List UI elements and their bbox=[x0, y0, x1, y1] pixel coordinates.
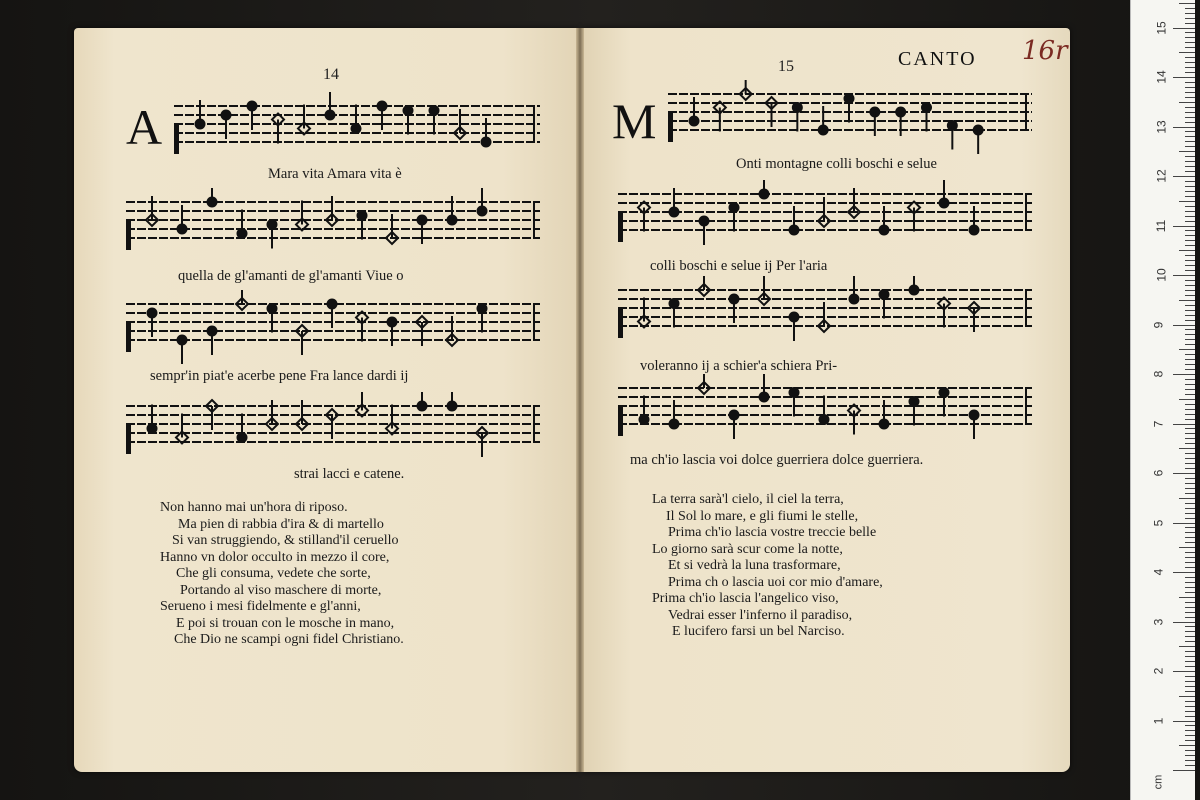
ruler-tick bbox=[1185, 428, 1195, 429]
ruler-tick bbox=[1173, 127, 1195, 128]
ruler-tick bbox=[1185, 141, 1195, 142]
verse-line: Vedrai esser l'inferno il paradiso, bbox=[668, 607, 853, 623]
ruler-tick bbox=[1185, 107, 1195, 108]
ruler-tick bbox=[1185, 72, 1195, 73]
clef-mark bbox=[126, 424, 131, 454]
ruler-tick bbox=[1179, 250, 1195, 251]
ruler-tick bbox=[1185, 612, 1195, 613]
ruler-tick bbox=[1185, 552, 1195, 553]
ruler-label: 9 bbox=[1151, 321, 1166, 328]
ruler-tick bbox=[1173, 226, 1195, 227]
left-staff-4 bbox=[122, 392, 542, 468]
ruler-tick bbox=[1185, 315, 1195, 316]
ruler-tick bbox=[1173, 77, 1195, 78]
ruler-label: 1 bbox=[1151, 717, 1166, 724]
ruler-tick bbox=[1185, 404, 1195, 405]
running-head: CANTO bbox=[898, 48, 977, 70]
ruler-tick bbox=[1173, 671, 1195, 672]
ruler-tick bbox=[1185, 755, 1195, 756]
book-gutter bbox=[576, 28, 584, 772]
ruler-tick bbox=[1185, 122, 1195, 123]
left-lyric-3: sempr'in piat'e acerbe pene Fra lance dardi ij bbox=[150, 368, 409, 384]
ruler-tick bbox=[1185, 42, 1195, 43]
ruler-tick bbox=[1185, 582, 1195, 583]
ruler-tick bbox=[1185, 305, 1195, 306]
ruler-tick bbox=[1185, 18, 1195, 19]
ruler-label: 10 bbox=[1154, 268, 1169, 282]
ruler-tick bbox=[1179, 745, 1195, 746]
folio-number: 16r bbox=[1022, 36, 1068, 66]
ruler-tick bbox=[1185, 112, 1195, 113]
ruler-tick bbox=[1179, 349, 1195, 350]
ruler-label: 4 bbox=[1151, 568, 1166, 576]
ruler-tick bbox=[1185, 706, 1195, 707]
left-page-number: 14 bbox=[323, 66, 339, 83]
ruler-label: 12 bbox=[1154, 169, 1169, 183]
ruler-tick bbox=[1185, 62, 1195, 63]
ruler-tick bbox=[1185, 394, 1195, 395]
ruler-tick bbox=[1185, 265, 1195, 266]
ruler-label: 15 bbox=[1154, 20, 1169, 35]
right-staff-3 bbox=[614, 276, 1034, 356]
ruler-tick bbox=[1185, 270, 1195, 271]
ruler-tick bbox=[1179, 498, 1195, 499]
ruler-tick bbox=[1185, 97, 1195, 98]
right-lyric-2: colli boschi e selue ij Per l'aria bbox=[650, 258, 828, 274]
ruler-tick bbox=[1173, 325, 1195, 326]
left-staff-3 bbox=[122, 290, 542, 370]
ruler-tick bbox=[1185, 740, 1195, 741]
verse-line: Prima ch'io lascia l'angelico viso, bbox=[652, 591, 839, 606]
right-lyric-3: voleranno ij a schier'a schiera Pri- bbox=[640, 358, 838, 374]
ruler-tick bbox=[1185, 681, 1195, 682]
ruler-label: 6 bbox=[1151, 469, 1166, 477]
verse-line: Che gli consuma, vedete che sorte, bbox=[176, 566, 371, 581]
ruler-tick bbox=[1173, 28, 1195, 29]
ruler-tick bbox=[1185, 438, 1195, 439]
ruler-label: 13 bbox=[1154, 119, 1169, 134]
measuring-ruler bbox=[1130, 0, 1195, 800]
ruler-tick bbox=[1179, 547, 1195, 548]
ruler-tick bbox=[1185, 607, 1195, 608]
ruler-tick bbox=[1185, 295, 1195, 296]
ruler-tick bbox=[1185, 156, 1195, 157]
ruler-tick bbox=[1185, 216, 1195, 217]
ruler-tick bbox=[1185, 359, 1195, 360]
ruler-tick bbox=[1185, 211, 1195, 212]
ruler-tick bbox=[1185, 542, 1195, 543]
ruler-tick bbox=[1173, 374, 1195, 375]
ruler-tick bbox=[1185, 329, 1195, 330]
verse-line: Lo giorno sarà scur come la notte, bbox=[652, 541, 843, 557]
ruler-tick bbox=[1185, 567, 1195, 568]
ruler-tick bbox=[1185, 676, 1195, 677]
ruler-tick bbox=[1185, 310, 1195, 311]
ruler-tick bbox=[1185, 389, 1195, 390]
ruler-tick bbox=[1173, 572, 1195, 573]
ruler-tick bbox=[1185, 8, 1195, 9]
ruler-tick bbox=[1185, 701, 1195, 702]
ruler-tick bbox=[1185, 117, 1195, 118]
left-drop-initial: A bbox=[126, 99, 163, 155]
ruler-tick bbox=[1185, 488, 1195, 489]
ruler-tick bbox=[1185, 186, 1195, 187]
ruler-tick bbox=[1185, 527, 1195, 528]
right-lyric-1: Onti montagne colli boschi e selue bbox=[736, 156, 937, 172]
clef-mark bbox=[668, 112, 673, 142]
verse-line: Il Sol lo mare, e gli fiumi le stelle, bbox=[666, 508, 859, 524]
ruler-tick bbox=[1185, 478, 1195, 479]
ruler-tick bbox=[1185, 661, 1195, 662]
left-lyric-1: Mara vita Amara vita è bbox=[268, 166, 402, 182]
verse-line: Hanno vn dolor occulto in mezzo il core, bbox=[160, 549, 390, 565]
ruler-tick bbox=[1185, 230, 1195, 231]
ruler-tick bbox=[1185, 57, 1195, 58]
ruler-tick bbox=[1185, 240, 1195, 241]
ruler-tick bbox=[1185, 686, 1195, 687]
ruler-tick bbox=[1185, 750, 1195, 751]
ruler-tick bbox=[1185, 196, 1195, 197]
ruler-tick bbox=[1185, 760, 1195, 761]
ruler-tick bbox=[1185, 626, 1195, 627]
right-page-number: 15 bbox=[778, 58, 794, 75]
verse-line: Si van struggiendo, & stilland'il ceruello bbox=[172, 533, 399, 548]
clef-mark bbox=[618, 212, 623, 242]
ruler-tick bbox=[1185, 364, 1195, 365]
ruler-tick bbox=[1185, 458, 1195, 459]
ruler-tick bbox=[1185, 191, 1195, 192]
ruler-tick bbox=[1185, 587, 1195, 588]
ruler-tick bbox=[1179, 201, 1195, 202]
ruler-tick bbox=[1185, 255, 1195, 256]
ruler-tick bbox=[1185, 443, 1195, 444]
ruler-label: 7 bbox=[1151, 420, 1166, 427]
clef-mark bbox=[174, 124, 179, 154]
right-verse-block bbox=[652, 492, 883, 641]
ruler-tick bbox=[1185, 493, 1195, 494]
left-lyric-2: quella de gl'amanti de gl'amanti Viue o bbox=[178, 268, 404, 284]
ruler-tick bbox=[1185, 651, 1195, 652]
ruler-tick bbox=[1173, 176, 1195, 177]
ruler-tick bbox=[1185, 691, 1195, 692]
ruler-tick bbox=[1185, 181, 1195, 182]
left-staff-1 bbox=[170, 92, 542, 172]
right-staff-4 bbox=[614, 374, 1034, 454]
ruler-tick bbox=[1185, 562, 1195, 563]
ruler-tick bbox=[1179, 102, 1195, 103]
ruler-tick bbox=[1185, 369, 1195, 370]
ruler-tick bbox=[1185, 419, 1195, 420]
verse-line: Non hanno mai un'hora di riposo. bbox=[160, 500, 348, 515]
verse-line: Prima ch'io lascia vostre treccie belle bbox=[668, 525, 877, 540]
verse-line: Et si vedrà la luna trasformare, bbox=[668, 558, 841, 573]
ruler-tick bbox=[1173, 473, 1195, 474]
ruler-tick bbox=[1185, 47, 1195, 48]
ruler-tick bbox=[1185, 13, 1195, 14]
ruler-tick bbox=[1185, 617, 1195, 618]
ruler-tick bbox=[1185, 171, 1195, 172]
ruler-tick bbox=[1179, 646, 1195, 647]
ruler-tick bbox=[1185, 666, 1195, 667]
ruler-tick bbox=[1179, 696, 1195, 697]
ruler-tick bbox=[1185, 32, 1195, 33]
ruler-tick bbox=[1185, 409, 1195, 410]
ruler-tick bbox=[1185, 166, 1195, 167]
ruler-tick bbox=[1185, 339, 1195, 340]
left-staff-2 bbox=[122, 188, 542, 268]
ruler-tick bbox=[1185, 131, 1195, 132]
verse-line: Serueno i mesi fidelmente e gl'anni, bbox=[160, 599, 361, 614]
ruler-tick bbox=[1185, 285, 1195, 286]
ruler-tick bbox=[1185, 765, 1195, 766]
right-staff-1 bbox=[664, 80, 1034, 164]
ruler-tick bbox=[1185, 641, 1195, 642]
ruler-tick bbox=[1185, 725, 1195, 726]
ruler-tick bbox=[1185, 631, 1195, 632]
clef-mark bbox=[618, 406, 623, 436]
ruler-tick bbox=[1185, 320, 1195, 321]
left-lyric-4: strai lacci e catene. bbox=[294, 466, 405, 482]
clef-mark bbox=[618, 308, 623, 338]
ruler-tick bbox=[1185, 87, 1195, 88]
ruler-tick bbox=[1179, 3, 1195, 4]
ruler-tick bbox=[1185, 468, 1195, 469]
ruler-tick bbox=[1173, 424, 1195, 425]
ruler-tick bbox=[1173, 275, 1195, 276]
verse-line: Portando al viso maschere di morte, bbox=[180, 582, 382, 598]
ruler-tick bbox=[1185, 453, 1195, 454]
ruler-tick bbox=[1185, 92, 1195, 93]
ruler-tick bbox=[1185, 37, 1195, 38]
verse-line: Prima ch o lascia uoi cor mio d'amare, bbox=[668, 574, 883, 590]
ruler-tick bbox=[1185, 82, 1195, 83]
ruler-unit-label: cm bbox=[1152, 774, 1165, 790]
ruler-tick bbox=[1185, 730, 1195, 731]
ruler-tick bbox=[1185, 161, 1195, 162]
ruler-label: 14 bbox=[1154, 70, 1169, 84]
ruler-tick bbox=[1185, 636, 1195, 637]
ruler-tick bbox=[1185, 146, 1195, 147]
ruler-tick bbox=[1185, 513, 1195, 514]
ruler-label: 8 bbox=[1151, 370, 1166, 378]
ruler-tick bbox=[1185, 260, 1195, 261]
ruler-tick bbox=[1185, 221, 1195, 222]
ruler-tick bbox=[1185, 463, 1195, 464]
ruler-tick bbox=[1185, 67, 1195, 68]
ruler-tick bbox=[1185, 414, 1195, 415]
ruler-tick bbox=[1185, 503, 1195, 504]
verse-line: Ma pien di rabbia d'ira & di martello bbox=[178, 516, 384, 532]
right-lyric-4: ma ch'io lascia voi dolce guerriera dolce guerriera. bbox=[630, 452, 924, 468]
left-verse-block bbox=[160, 500, 404, 649]
ruler-label: 11 bbox=[1154, 219, 1169, 232]
ruler-tick bbox=[1185, 206, 1195, 207]
verse-line: E poi si trouan con le mosche in mano, bbox=[176, 615, 395, 631]
ruler-tick bbox=[1179, 448, 1195, 449]
ruler-tick bbox=[1173, 523, 1195, 524]
ruler-label: 2 bbox=[1151, 667, 1166, 675]
ruler-tick bbox=[1185, 716, 1195, 717]
ruler-tick bbox=[1185, 557, 1195, 558]
ruler-tick bbox=[1185, 508, 1195, 509]
right-drop-initial: M bbox=[612, 93, 657, 149]
ruler-tick bbox=[1185, 379, 1195, 380]
ruler-tick bbox=[1185, 537, 1195, 538]
ruler-tick bbox=[1185, 384, 1195, 385]
ruler-tick bbox=[1173, 721, 1195, 722]
ruler-tick bbox=[1185, 245, 1195, 246]
ruler-tick bbox=[1185, 602, 1195, 603]
ruler-tick bbox=[1185, 23, 1195, 24]
verse-line: E lucifero farsi un bel Narciso. bbox=[672, 624, 845, 639]
ruler-tick bbox=[1185, 280, 1195, 281]
clef-mark bbox=[126, 220, 131, 250]
ruler-tick bbox=[1185, 735, 1195, 736]
ruler-tick bbox=[1179, 52, 1195, 53]
ruler-label: 5 bbox=[1151, 519, 1166, 526]
ruler-tick bbox=[1185, 532, 1195, 533]
ruler-tick bbox=[1185, 711, 1195, 712]
ruler-tick bbox=[1185, 354, 1195, 355]
ruler-tick bbox=[1185, 592, 1195, 593]
ruler-tick bbox=[1185, 136, 1195, 137]
ruler-tick bbox=[1179, 300, 1195, 301]
ruler-tick bbox=[1185, 483, 1195, 484]
ruler-tick bbox=[1185, 577, 1195, 578]
ruler-tick bbox=[1179, 151, 1195, 152]
ruler-tick bbox=[1185, 290, 1195, 291]
ruler-tick bbox=[1173, 770, 1195, 771]
ruler-tick bbox=[1185, 334, 1195, 335]
ruler-tick bbox=[1185, 344, 1195, 345]
verse-line: La terra sarà'l cielo, il ciel la terra, bbox=[652, 492, 844, 507]
ruler-tick bbox=[1173, 622, 1195, 623]
ruler-label: 3 bbox=[1151, 618, 1166, 625]
ruler-tick bbox=[1185, 235, 1195, 236]
clef-mark bbox=[126, 322, 131, 352]
ruler-tick bbox=[1185, 433, 1195, 434]
right-staff-2 bbox=[614, 180, 1034, 260]
ruler-tick bbox=[1179, 399, 1195, 400]
ruler-tick bbox=[1185, 656, 1195, 657]
verse-line: Che Dio ne scampi ogni fidel Christiano. bbox=[174, 632, 404, 647]
ruler-tick bbox=[1179, 597, 1195, 598]
ruler-tick bbox=[1185, 518, 1195, 519]
